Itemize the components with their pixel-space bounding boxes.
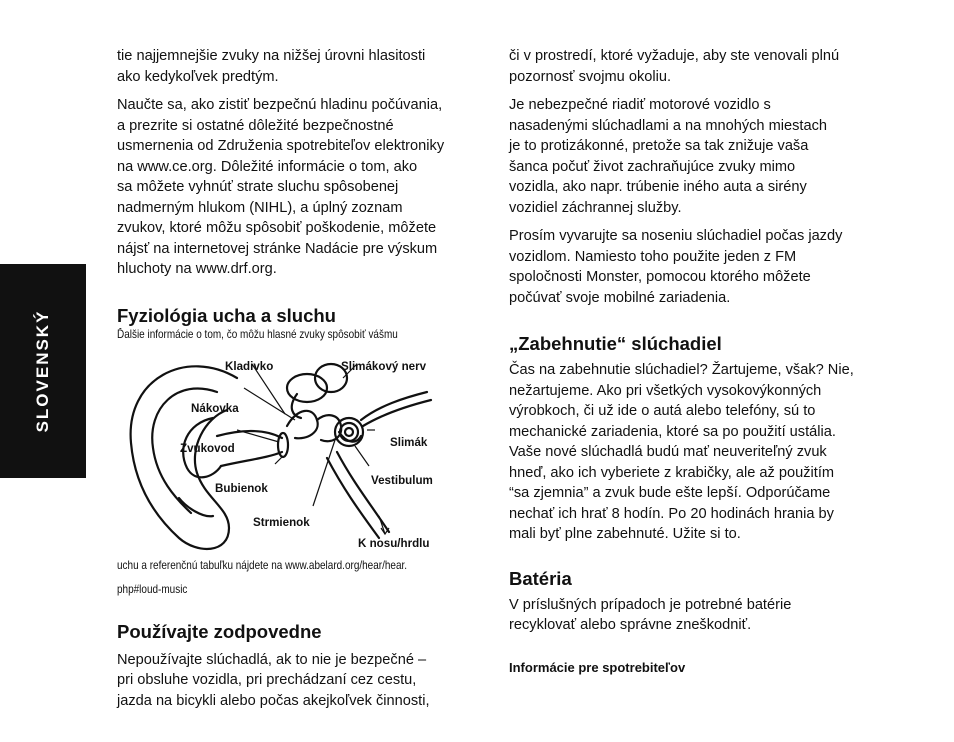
ear-diagram — [117, 348, 462, 554]
label-slimakovy-nerv: Slimákový nerv — [341, 359, 427, 373]
left-column — [117, 46, 469, 719]
heading-consumer-info: Informácie pre spotrebiteľov — [509, 659, 686, 675]
figure-caption-line2: php#loud-music — [117, 582, 188, 596]
label-slimak: Slimák — [390, 435, 428, 449]
label-strmienok: Strmienok — [253, 515, 310, 529]
heading-break-in: „Zabehnutie“ slúchadiel — [509, 333, 722, 354]
heading-battery: Batéria — [509, 567, 572, 589]
label-bubienok: Bubienok — [215, 481, 268, 495]
driving-paragraph: Je nebezpečné riadiť motorové vozidlo s nasadenými slúchadlami a na mnohých miestach je to protizákonné, pretože sa tak znižuje vaša šanca počuť život zachraňujúce zvuky mimo vozidla, ako napr. trúbenie iného auta a sirény vozidiel záchrannej služby. — [509, 97, 827, 216]
label-vestibulum: Vestibulum — [371, 473, 433, 487]
intro-paragraph: tie najjemnejšie zvuky na nižšej úrovni hlasitosti ako kedykoľvek predtým. — [117, 48, 426, 85]
break-in-paragraph: Čas na zabehnutie slúchadiel? Žartujeme, však? Nie, nežartujeme. Ako pri všetkých vysokovýkonných výrobkoch, či už ide o autá alebo telefóny, sú to mechanické zariadenia, ktoré sa po použití ustália. Vaše nové slúchadlá budú mať neuveriteľný zvuk hneď, ako ich vyberiete z krabičky, ale až použitím “sa zjemnia” a zvuk bude ešte lepší. Odporúčame nechať ich hrať 8 hodín. Po 20 hodinách hrania by mali byť plne zabehnuté. Užite si to. — [509, 362, 854, 542]
heading-ear-physiology: Fyziológia ucha a sluchu — [117, 304, 336, 326]
continuation-paragraph: či v prostredí, ktoré vyžaduje, aby ste venovali plnú pozornosť svojmu okoliu. — [509, 48, 840, 85]
use-responsibly-paragraph: Nepoužívajte slúchadlá, ak to nie je bezpečné – pri obsluhe vozidla, pri prechádzaní cez cestu, jazda na bicykli alebo počas akejkoľvek činnosti, — [117, 651, 430, 709]
language-tab-label: SLOVENSKÝ — [33, 309, 52, 433]
label-nakovka: Nákovka — [191, 401, 239, 415]
safety-paragraph: Naučte sa, ako zistiť bezpečnú hladinu počúvania, a prezrite si ostatné dôležité bezpečnostné usmernenia od Združenia spotrebiteľov elektroniky na www.ce.org. Dôležité informácie o tom, ako sa môžete vyhnúť strate sluchu spôsobenej nadmerným hlukom (NIHL), a úplný zoznam zvukov, ktoré môžu spôsobiť poškodenie, môžete nájsť na internetovej stránke Nadácie pre výskum hluchoty na www.drf.org. — [117, 97, 445, 277]
fm-paragraph: Prosím vyvarujte sa noseniu slúchadiel počas jazdy vozidlom. Namiesto toho použite jeden z FM spoločnosti Monster, pomocou ktorého môžete počúvať svoje mobilné zariadenia. — [509, 228, 843, 306]
battery-paragraph: V príslušných prípadoch je potrebné batérie recyklovať alebo správne zneškodniť. — [509, 596, 792, 633]
language-side-tab — [0, 264, 86, 478]
figure-caption-top: Ďalšie informácie o tom, čo môžu hlasné zvuky spôsobiť vášmu — [117, 327, 398, 341]
figure-caption-line1: uchu a referenčnú tabuľku nájdete na www.abelard.org/hear/hear. — [117, 558, 408, 572]
heading-use-responsibly: Používajte zodpovedne — [117, 620, 322, 642]
label-k-nosu: K nosu/hrdlu — [358, 536, 430, 550]
label-kladivko: Kladivko — [225, 359, 274, 373]
label-zvukovod: Zvukovod — [180, 441, 235, 455]
right-column — [509, 46, 879, 678]
